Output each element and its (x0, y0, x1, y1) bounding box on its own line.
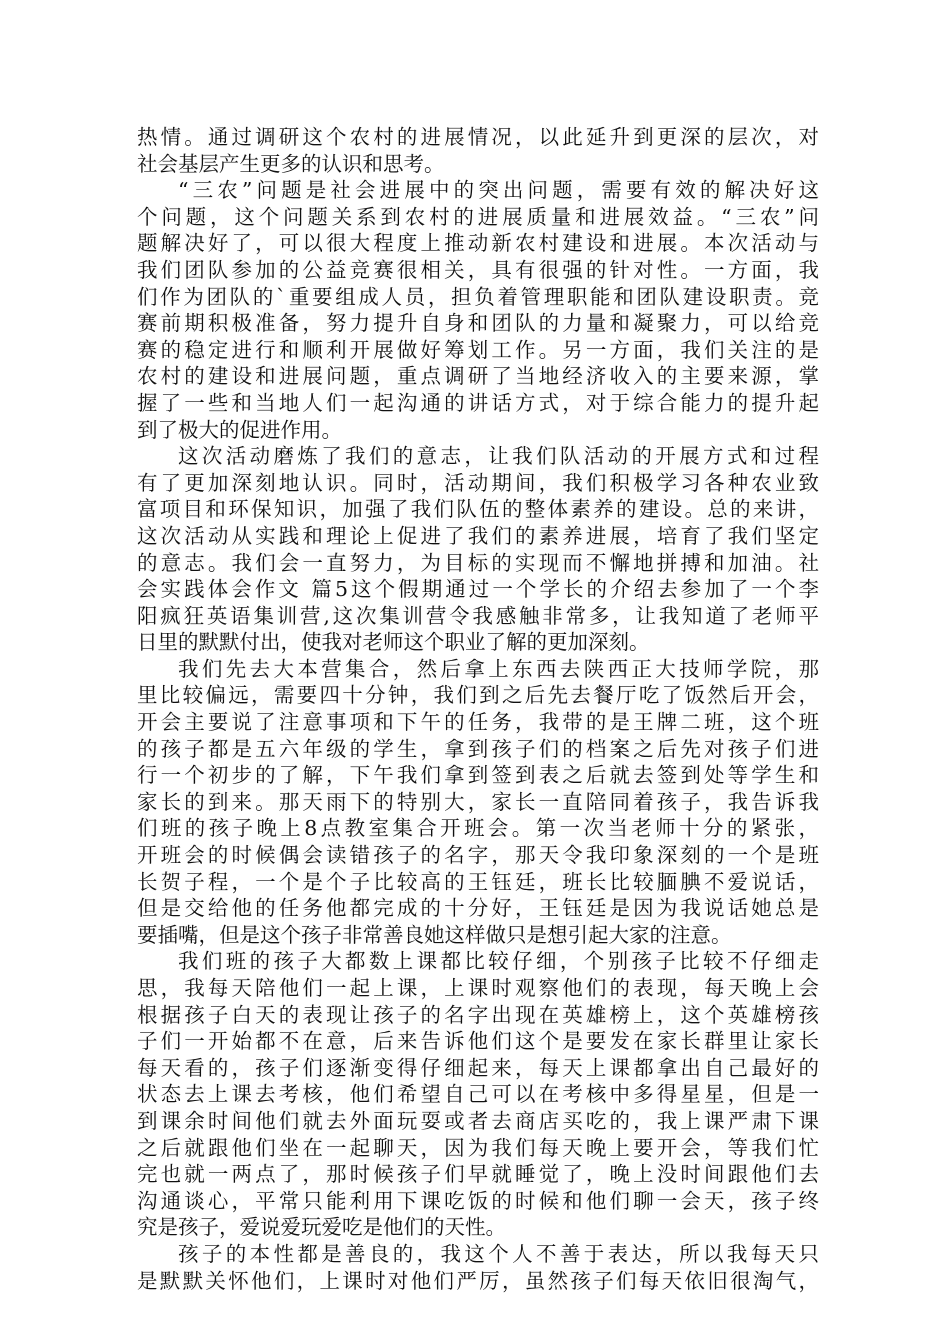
text-line: 究是孩子，爱说爱玩爱吃是他们的天性。 (137, 1215, 506, 1240)
text-line: 我们团队参加的公益竞赛很相关，具有很强的针对性。一方面，我 (137, 257, 819, 282)
text-line: 热情。通过调研这个农村的进展情况，以此延升到更深的层次，对 (137, 125, 819, 149)
text-line: 要插嘴，但是这个孩子非常善良她这样做只是想引起大家的注意。 (137, 922, 732, 947)
text-line: 开会主要说了注意事项和下午的任务，我带的是王牌二班，这个班 (137, 710, 819, 735)
text-line: 社会基层产生更多的认识和思考。 (137, 151, 445, 176)
text-line: 每天看的，孩子们逐渐变得仔细起来，每天上课都拿出自己最好的 (137, 1055, 819, 1080)
text-line: 是默默关怀他们，上课时对他们严厉，虽然孩子们每天依旧很淘气， (137, 1268, 819, 1293)
text-line: 思，我每天陪他们一起上课，上课时观察他们的表现，每天晚上会 (137, 976, 819, 1000)
text-line: 但是交给他的任务他都完成的十分好，王钰廷是因为我说话她总是 (137, 896, 819, 921)
text-line: 题解决好了，可以很大程度上推动新农村建设和进展。本次活动与 (137, 231, 819, 256)
text-line: 会实践体会作文 篇5这个假期通过一个学长的介绍去参加了一个李 (137, 577, 819, 602)
text-line: 行一个初步的了解，下午我们拿到签到表之后就去签到处等学生和 (137, 763, 819, 788)
text-line: 状态去上课去考核，他们希望自己可以在考核中多得星星，但是一 (137, 1082, 819, 1107)
text-line: 赛前期积极准备，努力提升自身和团队的力量和凝聚力，可以给竞 (137, 311, 819, 336)
text-line: 子们一开始都不在意，后来告诉他们这个是要发在家长群里让家长 (137, 1029, 819, 1054)
text-line: 到课余时间他们就去外面玩耍或者去商店买吃的，我上课严肃下课 (137, 1108, 819, 1133)
text-line: 完也就一两点了，那时候孩子们早就睡觉了，晚上没时间跟他们去 (137, 1162, 819, 1187)
text-line: 沟通谈心，平常只能利用下课吃饭的时候和他们聊一会天，孩子终 (137, 1188, 819, 1213)
text-line: 日里的默默付出，使我对老师这个职业了解的更加深刻。 (137, 630, 650, 655)
text-line: 的孩子都是五六年级的学生，拿到孩子们的档案之后先对孩子们进 (137, 736, 819, 761)
text-line: 开班会的时候偶会读错孩子的名字，那天令我印象深刻的一个是班 (137, 843, 819, 868)
text-line: 农村的建设和进展问题，重点调研了当地经济收入的主要来源，掌 (137, 364, 819, 389)
text-line: 们班的孩子晚上8点教室集合开班会。第一次当老师十分的紧张， (137, 816, 819, 841)
text-line: 握了一些和当地人们一起沟通的讲话方式，对于综合能力的提升起 (137, 390, 819, 415)
text-line: 之后就跟他们坐在一起聊天，因为我们每天晚上要开会，等我们忙 (137, 1135, 819, 1160)
text-line: 阳疯狂英语集训营,这次集训营令我感触非常多，让我知道了老师平 (137, 603, 819, 628)
text-line: 的意志。我们会一直努力，为目标的实现而不懈地拼搏和加油。社 (137, 550, 819, 575)
text-line: 到了极大的促进作用。 (137, 417, 342, 442)
text-line: 个问题，这个问题关系到农村的进展质量和进展效益。“三农”问 (137, 204, 819, 229)
text-line: 长贺子程，一个是个子比较高的王钰廷，班长比较腼腆不爱说话， (137, 869, 819, 894)
text-line: 家长的到来。那天雨下的特别大，家长一直陪同着孩子，我告诉我 (137, 789, 819, 814)
text-line: 有了更加深刻地认识。同时，活动期间，我们积极学习各种农业致 (137, 470, 819, 495)
text-line: 赛的稳定进行和顺利开展做好筹划工作。另一方面，我们关注的是 (137, 337, 819, 362)
text-line: 里比较偏远，需要四十分钟，我们到之后先去餐厅吃了饭然后开会， (137, 683, 819, 708)
text-line: 我们先去大本营集合，然后拿上东西去陕西正大技师学院，那 (178, 656, 819, 681)
text-line: 富项目和环保知识，加强了我们队伍的整体素养的建设。总的来讲， (137, 497, 819, 522)
text-line: 根据孩子白天的表现让孩子的名字出现在英雄榜上，这个英雄榜孩 (137, 1002, 819, 1027)
text-line: 孩子的本性都是善良的，我这个人不善于表达，所以我每天只 (178, 1241, 819, 1266)
text-line: “三农”问题是社会进展中的突出问题，需要有效的解决好这 (178, 178, 819, 203)
text-line: 这次活动从实践和理论上促进了我们的素养进展，培育了我们坚定 (137, 523, 819, 548)
text-line: 这次活动磨炼了我们的意志，让我们队活动的开展方式和过程 (178, 444, 819, 469)
body-text (137, 124, 819, 1294)
text-line: 我们班的孩子大都数上课都比较仔细，个别孩子比较不仔细走 (178, 949, 819, 974)
text-line: 们作为团队的`重要组成人员，担负着管理职能和团队建设职责。竞 (137, 284, 819, 309)
